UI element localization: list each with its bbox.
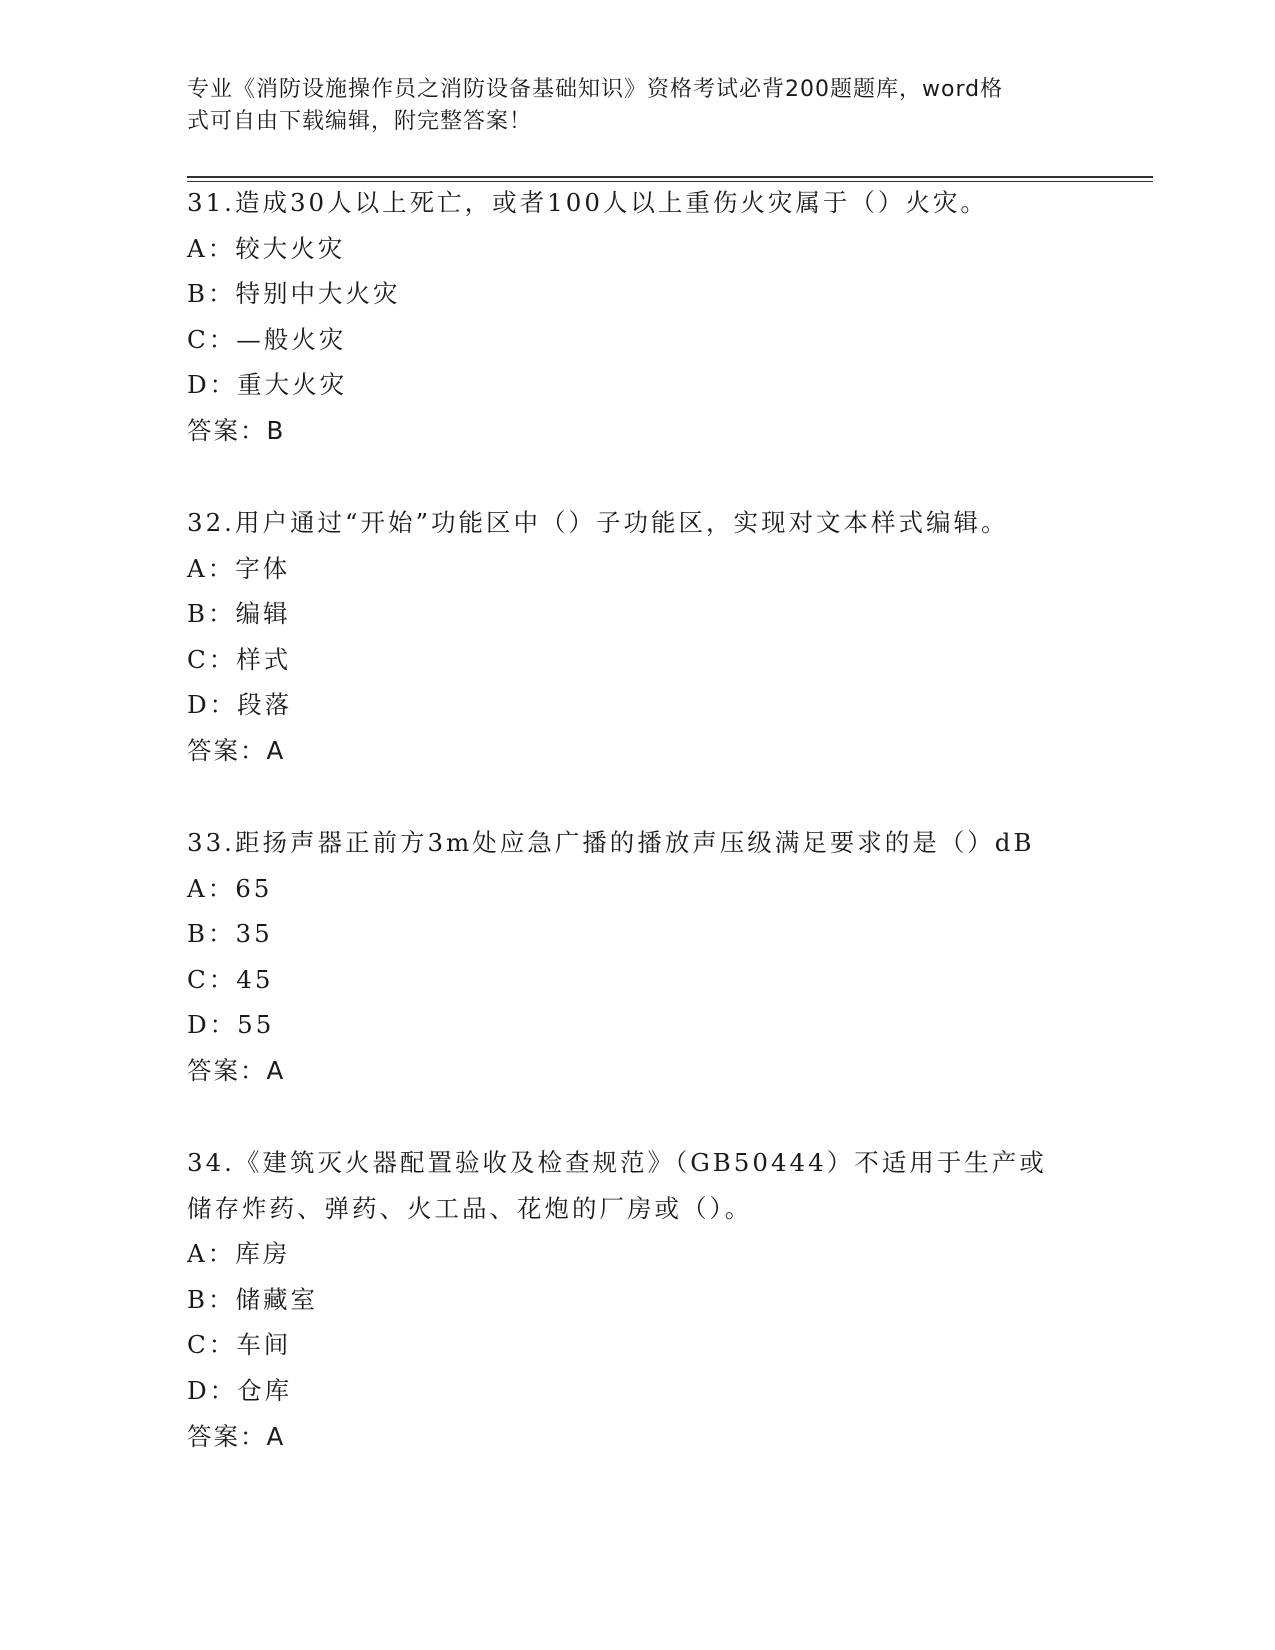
option-c: C：样式 xyxy=(187,644,292,674)
option-a: A：较大火灾 xyxy=(187,233,346,263)
option-a: A：65 xyxy=(187,873,273,903)
question-31 xyxy=(187,180,1087,454)
question-32 xyxy=(187,500,1087,774)
document-header xyxy=(187,74,1067,138)
option-b: B：储藏室 xyxy=(187,1284,319,1314)
question-34 xyxy=(187,1140,1087,1459)
answer-label: 答案：B xyxy=(187,415,286,445)
header-title-line-1: 专业《消防设施操作员之消防设备基础知识》资格考试必背200题题库，word格 xyxy=(187,77,1004,102)
option-b: B：35 xyxy=(187,919,273,949)
option-c: C：45 xyxy=(187,964,274,994)
question-33 xyxy=(187,820,1087,1094)
option-d: D：段落 xyxy=(187,690,293,720)
option-d: D：重大火灾 xyxy=(187,370,348,400)
header-title-line-2: 式可自由下载编辑，附完整答案！ xyxy=(187,109,533,134)
option-c: C：车间 xyxy=(187,1330,292,1360)
option-b: B：特别中大火灾 xyxy=(187,279,401,309)
option-c: C：—般火灾 xyxy=(187,324,347,354)
option-d: D：55 xyxy=(187,1010,275,1040)
answer-label: 答案：A xyxy=(187,735,286,765)
question-stem: 31.造成30人以上死亡，或者100人以上重伤火灾属于（）火灾。 xyxy=(187,188,988,217)
question-stem-line-2: 储存炸药、弹药、火工品、花炮的厂房或（）。 xyxy=(187,1193,753,1223)
question-stem: 32.用户通过“开始”功能区中（）子功能区，实现对文本样式编辑。 xyxy=(187,508,1009,537)
question-stem-line-1: 34.《建筑灭火器配置验收及检查规范》（GB50444）不适用于生产或 xyxy=(187,1148,1047,1177)
question-stem: 33.距扬声器正前方3m处应急广播的播放声压级满足要求的是（）dB xyxy=(187,828,1035,857)
option-b: B：编辑 xyxy=(187,599,291,629)
answer-label: 答案：A xyxy=(187,1421,286,1451)
answer-label: 答案：A xyxy=(187,1055,286,1085)
header-divider-thick xyxy=(187,176,1153,178)
option-a: A：字体 xyxy=(187,553,291,583)
option-a: A：库房 xyxy=(187,1239,291,1269)
option-d: D：仓库 xyxy=(187,1375,293,1405)
